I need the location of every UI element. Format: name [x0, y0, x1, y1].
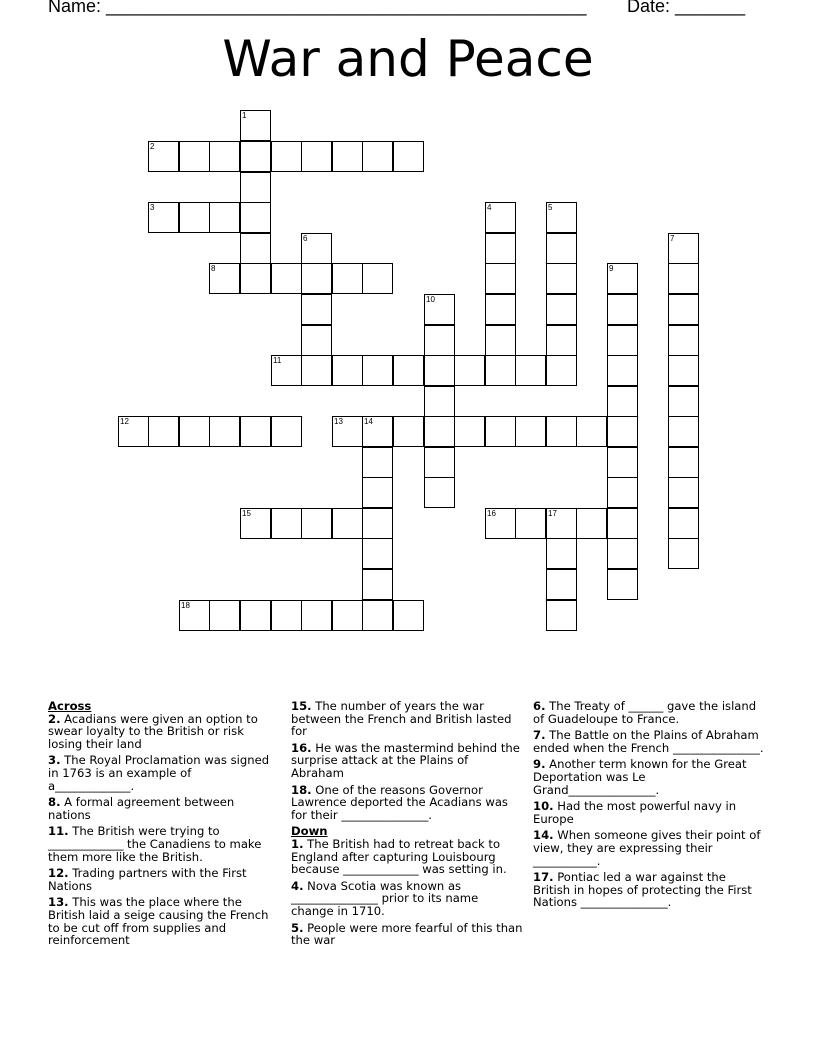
grid-cell[interactable]: [271, 416, 302, 447]
grid-cell[interactable]: [576, 416, 607, 447]
clue-number-label: 16.: [291, 740, 312, 755]
down-clue: [533, 729, 765, 754]
grid-cell[interactable]: [454, 416, 485, 447]
grid-cell[interactable]: [668, 477, 699, 508]
grid-cell[interactable]: [607, 386, 638, 417]
grid-cell[interactable]: [271, 141, 302, 172]
grid-cell[interactable]: [485, 233, 516, 264]
clue-number: 16: [487, 509, 496, 518]
grid-cell[interactable]: [240, 172, 271, 203]
grid-cell[interactable]: [240, 202, 271, 233]
clue-number: 14: [364, 417, 373, 426]
grid-cell[interactable]: [546, 355, 577, 386]
across-clue: [48, 713, 280, 751]
grid-cell[interactable]: [546, 263, 577, 294]
clue-number: 11: [273, 356, 282, 365]
clue-text: He was the mastermind behind the surprise attack at the Plains of Abraham: [291, 740, 520, 780]
clue-number: 5: [548, 203, 553, 212]
grid-cell[interactable]: [546, 600, 577, 631]
down-clue: [533, 758, 765, 796]
grid-cell[interactable]: [515, 416, 546, 447]
across-clue: [291, 742, 523, 780]
across-clue: [48, 825, 280, 863]
grid-cell[interactable]: [332, 355, 363, 386]
grid-cell[interactable]: [668, 263, 699, 294]
clue-text: The Treaty of ______ gave the island of Guadeloupe to France.: [533, 699, 757, 726]
grid-cell[interactable]: [668, 386, 699, 417]
grid-cell[interactable]: [607, 447, 638, 478]
grid-cell[interactable]: [301, 263, 332, 294]
grid-cell[interactable]: [209, 141, 240, 172]
grid-cell[interactable]: [393, 141, 424, 172]
clue-text: Pontiac led a war against the British in hopes of protecting the First Nations _______________.: [533, 870, 752, 910]
clue-number-label: 9.: [533, 757, 546, 772]
clue-number: 18: [181, 601, 190, 610]
grid-cell[interactable]: [209, 416, 240, 447]
grid-cell[interactable]: [546, 294, 577, 325]
grid-cell[interactable]: [209, 600, 240, 631]
down-clue: [291, 922, 523, 947]
grid-cell[interactable]: [362, 477, 393, 508]
across-clue: [291, 784, 523, 822]
clue-number: 2: [150, 142, 155, 151]
clue-text: Nova Scotia was known as _______________ prior to its name change in 1710.: [291, 878, 479, 918]
grid-cell[interactable]: [179, 202, 210, 233]
grid-cell[interactable]: [485, 294, 516, 325]
grid-cell[interactable]: [301, 141, 332, 172]
across-clue: [48, 896, 280, 946]
across-heading: Across: [48, 699, 92, 713]
grid-cell[interactable]: [607, 569, 638, 600]
grid-cell[interactable]: [332, 141, 363, 172]
down-clue: [533, 829, 765, 867]
clue-number: 15: [242, 509, 251, 518]
clue-number-label: 17.: [533, 870, 554, 885]
clue-number: 13: [334, 417, 343, 426]
clue-number: 3: [150, 203, 155, 212]
clue-number-label: 18.: [291, 782, 312, 797]
clue-text: Acadians were given an option to swear loyalty to the British or risk losing their land: [48, 711, 258, 751]
grid-cell[interactable]: [179, 416, 210, 447]
grid-cell[interactable]: [240, 141, 271, 172]
grid-cell[interactable]: [668, 416, 699, 447]
across-clue: [48, 867, 280, 892]
grid-cell[interactable]: [668, 447, 699, 478]
name-field-label: Name: ________________________________________________: [48, 0, 587, 16]
grid-cell[interactable]: [424, 477, 455, 508]
grid-cell[interactable]: [607, 416, 638, 447]
clue-number-label: 3.: [48, 753, 61, 768]
grid-cell[interactable]: [668, 508, 699, 539]
grid-cell[interactable]: [179, 141, 210, 172]
grid-cell[interactable]: [607, 508, 638, 539]
grid-cell[interactable]: [362, 569, 393, 600]
down-clue: [291, 880, 523, 918]
clue-number-label: 11.: [48, 824, 69, 839]
page-title: War and Peace: [222, 30, 594, 88]
grid-cell[interactable]: [301, 325, 332, 356]
clue-number: 1: [242, 111, 247, 120]
grid-cell[interactable]: [607, 294, 638, 325]
grid-cell[interactable]: [668, 538, 699, 569]
grid-cell[interactable]: [240, 233, 271, 264]
clue-number-label: 12.: [48, 866, 69, 881]
clue-text: The British were trying to _____________ the Canadiens to make them more like the British.: [48, 824, 262, 864]
grid-cell[interactable]: [485, 325, 516, 356]
grid-cell[interactable]: [515, 508, 546, 539]
grid-cell[interactable]: [301, 600, 332, 631]
down-clue: [291, 838, 523, 876]
grid-cell[interactable]: [148, 416, 179, 447]
across-clue: [48, 796, 280, 821]
clue-number-label: 10.: [533, 799, 554, 814]
clue-number: 10: [426, 295, 435, 304]
clue-text: The British had to retreat back to England after capturing Louisbourg because _____________ was setting in.: [291, 836, 507, 877]
grid-cell[interactable]: [362, 141, 393, 172]
grid-cell[interactable]: [240, 600, 271, 631]
grid-cell[interactable]: [240, 416, 271, 447]
clue-number-label: 2.: [48, 711, 61, 726]
clues-column-3: [533, 700, 765, 913]
clue-number-label: 7.: [533, 728, 546, 743]
grid-cell[interactable]: [393, 355, 424, 386]
grid-cell[interactable]: [546, 416, 577, 447]
grid-cell[interactable]: [668, 355, 699, 386]
grid-cell[interactable]: [271, 600, 302, 631]
clue-text: Had the most powerful navy in Europe: [533, 799, 737, 826]
grid-cell[interactable]: [668, 294, 699, 325]
clues-column-1: [48, 700, 280, 951]
grid-cell[interactable]: [301, 355, 332, 386]
clues-column-2: [291, 700, 523, 951]
grid-cell[interactable]: [607, 325, 638, 356]
clue-number-label: 6.: [533, 699, 546, 713]
clue-text: The Royal Proclamation was signed in 1763 is an example of a_____________.: [48, 753, 270, 793]
clue-number-label: 4.: [291, 878, 304, 893]
date-field-label: Date: _______: [627, 0, 746, 16]
clue-text: The Battle on the Plains of Abraham ended when the French _______________.: [533, 728, 764, 755]
clue-number-label: 15.: [291, 699, 312, 713]
grid-cell[interactable]: [546, 233, 577, 264]
grid-cell[interactable]: [362, 355, 393, 386]
grid-cell[interactable]: [485, 416, 516, 447]
clue-text: Trading partners with the First Nations: [48, 866, 247, 893]
grid-cell[interactable]: [393, 416, 424, 447]
clue-text: Another term known for the Great Deportation was Le Grand_______________.: [533, 757, 747, 797]
clue-number: 12: [120, 417, 129, 426]
grid-cell[interactable]: [393, 600, 424, 631]
grid-cell[interactable]: [485, 355, 516, 386]
across-clue: [291, 700, 523, 738]
grid-cell[interactable]: [209, 202, 240, 233]
clue-text: People were more fearful of this than the war: [291, 920, 523, 948]
grid-cell[interactable]: [485, 263, 516, 294]
grid-cell[interactable]: [332, 600, 363, 631]
grid-cell[interactable]: [607, 355, 638, 386]
grid-cell[interactable]: [332, 508, 363, 539]
grid-cell[interactable]: [424, 386, 455, 417]
grid-cell[interactable]: [424, 325, 455, 356]
grid-cell[interactable]: [362, 600, 393, 631]
clue-number-label: 8.: [48, 795, 61, 810]
clue-text: The number of years the war between the French and British lasted for: [291, 699, 512, 739]
grid-cell[interactable]: [362, 263, 393, 294]
grid-cell[interactable]: [607, 477, 638, 508]
clue-number: 4: [487, 203, 492, 212]
clue-number-label: 13.: [48, 895, 69, 910]
grid-cell[interactable]: [240, 263, 271, 294]
clue-text: A formal agreement between nations: [48, 795, 235, 822]
grid-cell[interactable]: [271, 263, 302, 294]
clue-number: 9: [609, 264, 614, 273]
clue-number-label: 14.: [533, 828, 554, 843]
grid-cell[interactable]: [454, 355, 485, 386]
clue-text: One of the reasons Governor Lawrence deported the Acadians was for their _______________.: [291, 782, 508, 822]
grid-cell[interactable]: [332, 263, 363, 294]
clue-number: 6: [303, 234, 308, 243]
grid-cell[interactable]: [362, 508, 393, 539]
grid-cell[interactable]: [576, 508, 607, 539]
grid-cell[interactable]: [546, 538, 577, 569]
down-heading: Down: [291, 824, 328, 839]
clue-number: 17: [548, 509, 557, 518]
grid-cell[interactable]: [668, 325, 699, 356]
grid-cell[interactable]: [301, 294, 332, 325]
down-clue: [533, 700, 765, 725]
grid-cell[interactable]: [515, 355, 546, 386]
clue-text: This was the place where the British laid a seige causing the French to be cut off from supplies and reinforcement: [48, 895, 269, 948]
down-clue: [533, 871, 765, 909]
grid-cell[interactable]: [424, 355, 455, 386]
grid-cell[interactable]: [424, 416, 455, 447]
grid-cell[interactable]: [424, 447, 455, 478]
grid-cell[interactable]: [362, 538, 393, 569]
clue-text: When someone gives their point of view, they are expressing their ___________.: [533, 828, 761, 868]
grid-cell[interactable]: [546, 325, 577, 356]
clue-number: 8: [211, 264, 216, 273]
grid-cell[interactable]: [362, 447, 393, 478]
grid-cell[interactable]: [271, 508, 302, 539]
down-clue: [533, 800, 765, 825]
grid-cell[interactable]: [546, 569, 577, 600]
clue-number-label: 5.: [291, 920, 304, 935]
grid-cell[interactable]: [607, 538, 638, 569]
across-clue: [48, 754, 280, 792]
clue-number: 7: [670, 234, 675, 243]
grid-cell[interactable]: [301, 508, 332, 539]
clue-number-label: 1.: [291, 836, 304, 851]
